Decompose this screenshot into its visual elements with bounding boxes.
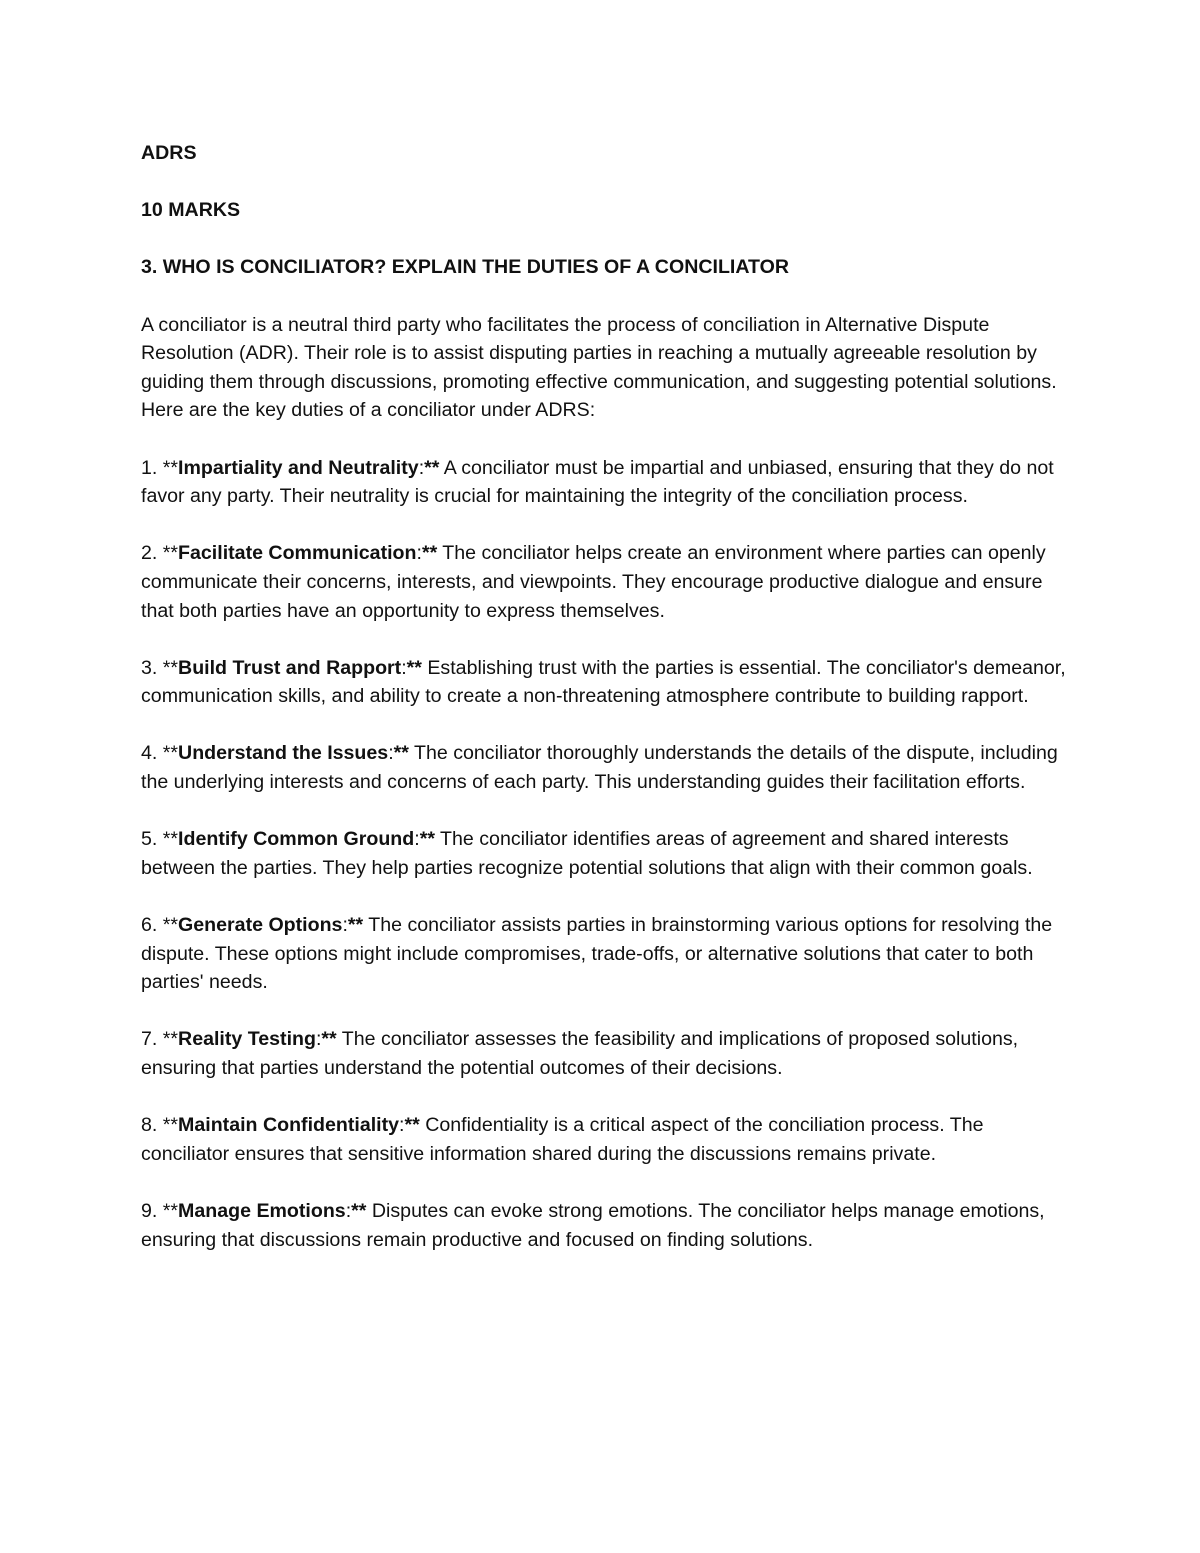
duty-title: Facilitate Communication bbox=[178, 542, 417, 565]
duty-text: Confidentiality is a critical aspect of the conciliation process. The conciliator ensures that sensitive information shared during the discussions remains private. bbox=[141, 1114, 984, 1165]
spacer bbox=[141, 168, 1071, 197]
duty-item bbox=[141, 825, 1071, 882]
duty-title: Build Trust and Rapport bbox=[178, 656, 402, 679]
duty-item bbox=[141, 454, 1071, 511]
duty-text: The conciliator assists parties in brainstorming various options for resolving the dispute. These options might include compromises, trade-offs, or alternative solutions that cater to both parties' needs. bbox=[141, 914, 1053, 994]
duty-title: Reality Testing bbox=[178, 1028, 316, 1051]
duty-text: Establishing trust with the parties is essential. The conciliator's demeanor, communication skills, and ability to create a non-threatening atmosphere contribute to building rapport. bbox=[141, 656, 1066, 708]
duty-separator: : bbox=[315, 1028, 322, 1051]
duty-text: A conciliator must be impartial and unbiased, ensuring that they do not favor any party. Their neutrality is crucial for maintaining the integrity of the conciliation process. bbox=[141, 456, 1054, 508]
spacer bbox=[141, 711, 1071, 740]
duty-number: 3. ** bbox=[141, 656, 179, 679]
duty-separator: : bbox=[401, 656, 407, 679]
duty-item bbox=[141, 539, 1071, 625]
duty-number: 5. ** bbox=[141, 828, 179, 851]
duty-text: The conciliator thoroughly understands the details of the dispute, including the underlying interests and concerns of each party. This understanding guides their facilitation efforts. bbox=[141, 742, 1058, 794]
duty-separator: : bbox=[342, 914, 348, 937]
duty-separator: : bbox=[399, 1114, 405, 1137]
duty-text: The conciliator helps create an environment where parties can openly communicate their concerns, interests, and viewpoints. They encourage productive dialogue and ensure that both parties have an opportunity to express themselves. bbox=[141, 542, 1046, 622]
duty-title: Impartiality and Neutrality bbox=[178, 456, 419, 479]
duty-title: Identify Common Ground bbox=[178, 828, 415, 851]
document-page bbox=[141, 139, 1071, 1254]
duty-number: 7. ** bbox=[141, 1028, 179, 1051]
duty-marker: ** bbox=[404, 1114, 420, 1137]
intro-paragraph: A conciliator is a neutral third party who facilitates the process of conciliation in Alternative Dispute Resolution (ADR). Their role is to assist disputing parties in reaching a mutually agreeable resolution by guiding them through discussions, promoting effective communication, and suggesting potential solutions. Here are the key duties of a conciliator under ADRS: bbox=[141, 313, 1057, 422]
duty-item bbox=[141, 739, 1071, 796]
duty-title: Maintain Confidentiality bbox=[178, 1114, 400, 1137]
duty-marker: ** bbox=[393, 742, 409, 765]
duty-marker: ** bbox=[347, 914, 364, 937]
duty-title: Manage Emotions bbox=[178, 1199, 346, 1222]
duty-marker: ** bbox=[351, 1199, 367, 1222]
duty-marker: ** bbox=[406, 656, 422, 679]
spacer bbox=[141, 425, 1071, 454]
spacer bbox=[141, 225, 1071, 254]
duty-number: 4. ** bbox=[141, 742, 179, 765]
duty-separator: : bbox=[416, 542, 422, 565]
spacer bbox=[141, 511, 1071, 540]
duty-text: The conciliator assesses the feasibility and implications of proposed solutions, ensuring that parties understand the potential outcomes of their decisions. bbox=[141, 1028, 1019, 1079]
duty-marker: ** bbox=[419, 828, 435, 851]
duty-item bbox=[141, 1197, 1071, 1254]
duty-separator: : bbox=[414, 828, 420, 851]
duty-separator: : bbox=[345, 1199, 352, 1222]
spacer bbox=[141, 882, 1071, 911]
duty-title: Understand the Issues bbox=[178, 742, 389, 765]
spacer bbox=[141, 1083, 1071, 1112]
duty-number: 6. ** bbox=[141, 914, 179, 937]
duty-number: 1. ** bbox=[141, 456, 179, 479]
duty-text: The conciliator identifies areas of agreement and shared interests between the parties. They help parties recognize potential solutions that align with their common goals. bbox=[141, 828, 1033, 879]
spacer bbox=[141, 625, 1071, 654]
subject-heading: ADRS bbox=[141, 142, 197, 164]
duty-item bbox=[141, 1025, 1071, 1082]
spacer bbox=[141, 797, 1071, 826]
duty-separator: : bbox=[418, 456, 425, 479]
duty-marker: ** bbox=[421, 542, 438, 565]
duty-number: 9. ** bbox=[141, 1199, 179, 1222]
duty-item bbox=[141, 654, 1071, 711]
duty-marker: ** bbox=[424, 456, 440, 479]
duty-separator: : bbox=[388, 742, 394, 765]
duty-number: 2. ** bbox=[141, 542, 179, 565]
duty-title: Generate Options bbox=[178, 914, 343, 937]
spacer bbox=[141, 282, 1071, 311]
duty-marker: ** bbox=[321, 1028, 337, 1051]
duties-list bbox=[141, 425, 1071, 1254]
question-heading: 3. WHO IS CONCILIATOR? EXPLAIN THE DUTIES OF A CONCILIATOR bbox=[141, 256, 790, 279]
spacer bbox=[141, 997, 1071, 1026]
duty-item bbox=[141, 911, 1071, 997]
duty-number: 8. ** bbox=[141, 1114, 179, 1137]
spacer bbox=[141, 1168, 1071, 1197]
marks-heading: 10 MARKS bbox=[141, 199, 241, 222]
duty-text: Disputes can evoke strong emotions. The conciliator helps manage emotions, ensuring that discussions remain productive and focused on finding solutions. bbox=[141, 1199, 1045, 1251]
duty-item bbox=[141, 1111, 1071, 1168]
